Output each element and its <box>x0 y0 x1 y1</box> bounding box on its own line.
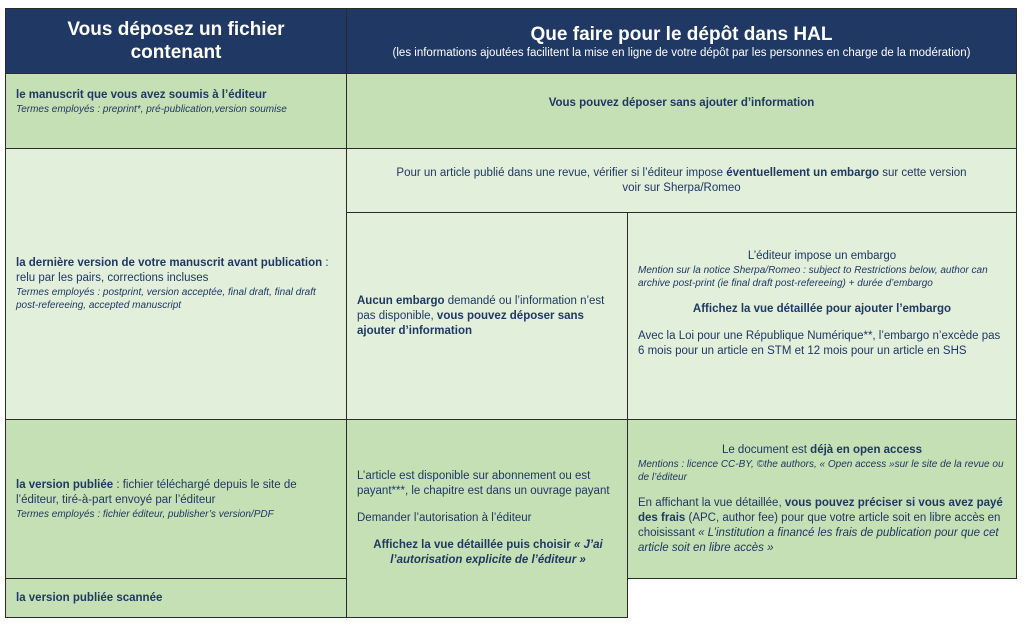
row-published-paywall <box>346 419 628 618</box>
embargo-title: L’éditeur impose un embargo <box>747 250 897 262</box>
submitted-terms: Termes employés : preprint*, pré-publication,version soumise <box>16 104 287 115</box>
spacer <box>638 317 1006 329</box>
row-submitted-action <box>346 73 1017 149</box>
submitted-title: le manuscrit que vous avez soumis à l’éditeur <box>16 89 267 101</box>
row-published-open-access <box>627 419 1017 579</box>
published-title-rest: : fichier téléchargé depuis le site de l’éditeur, tiré-à-part envoyé par l’éditeur <box>16 478 297 506</box>
spacer <box>357 499 619 511</box>
header-right <box>346 8 1017 74</box>
paywall-action-bold: Affichez la vue détaillée puis choisir <box>373 539 574 551</box>
sherpa-romeo-link: voir sur Sherpa/Romeo <box>622 181 741 194</box>
oa-text: Le document est <box>721 443 811 456</box>
no-embargo-text <box>357 294 619 339</box>
submitted-action: Vous pouvez déposer sans ajouter d’information <box>548 97 815 109</box>
scanned-title: la version publiée scannée <box>16 591 163 604</box>
published-terms: Termes employés : fichier éditeur, publisher’s version/PDF <box>16 508 274 520</box>
header-right-subtitle: (les informations ajoutées facilitent la mise en ligne de votre dépôt par les personnes en charge de la modération) <box>392 46 971 59</box>
header-left <box>5 8 347 74</box>
spacer <box>638 484 1006 496</box>
row-accepted-no-embargo <box>346 212 628 420</box>
embargo-action: Affichez la vue détaillée pour ajouter l’embargo <box>692 303 952 315</box>
no-embargo-bold-2: vous pouvez déposer sans ajouter d’information <box>357 309 584 337</box>
paywall-text: L’article est disponible sur abonnement ou est payant***, le chapitre est dans un ouvrage payant <box>357 470 610 497</box>
row-published-label <box>5 419 347 579</box>
oa-detail-quote: « L’institution a financé les frais de publication pour que cet article soit en libre accès » <box>638 526 999 554</box>
embargo-law: Avec la Loi pour une République Numérique**, l’embargo n’excède pas 6 mois pour un article en STM et 12 mois pour un article en SHS <box>638 330 1001 357</box>
accepted-title-bold: la dernière version de votre manuscrit avant publication <box>16 257 323 269</box>
oa-detail <box>638 496 1006 556</box>
row-accepted-embargo <box>627 212 1017 420</box>
check-text-part1: Pour un article publié dans une revue, vérifier si l’éditeur impose <box>396 166 727 179</box>
row-accepted-check <box>346 148 1017 213</box>
paywall-action-quote: « J’ai l’autorisation explicite de l’éditeur » <box>390 539 603 566</box>
oa-detail-part2: (APC, author fee) pour que votre article soit en libre accès en choisissant <box>638 511 1001 539</box>
row-submitted-label <box>5 73 347 149</box>
accepted-title-rest: : relu par les pairs, corrections incluses <box>16 257 329 284</box>
oa-detail-bold: vous pouvez préciser si vous avez payé des frais <box>638 496 1003 524</box>
accepted-check-text <box>377 166 986 181</box>
paywall-request: Demander l’autorisation à l’éditeur <box>357 512 532 524</box>
oa-title <box>638 443 1006 458</box>
oa-detail-part1: En affichant la vue détaillée, <box>638 496 785 509</box>
paywall-action <box>357 538 619 568</box>
spacer <box>357 526 619 538</box>
row-accepted-label <box>5 148 347 420</box>
header-right-title: Que faire pour le dépôt dans HAL <box>530 23 833 45</box>
accepted-title <box>16 256 338 286</box>
row-scanned-label <box>5 578 347 618</box>
published-title <box>16 478 338 508</box>
header-left-title: Vous déposez un fichier contenant <box>67 19 285 63</box>
published-title-bold: la version publiée <box>16 478 114 491</box>
no-embargo-bold-1: Aucun embargo <box>357 294 445 307</box>
check-text-bold: éventuellement un embargo <box>726 166 879 179</box>
oa-bold: déjà en open access <box>810 443 923 456</box>
embargo-mention: Mention sur la notice Sherpa/Romeo : subject to Restrictions below, author can archive post-print (ie final draft post-refereeing) + durée d’embargo <box>638 265 988 289</box>
no-embargo-plain: demandé ou l’information n’est pas disponible, <box>357 294 605 322</box>
spacer <box>638 290 1006 302</box>
oa-mentions: Mentions : licence CC-BY, ©the authors, « Open access »sur le site de la revue ou de l’éditeur <box>638 458 1004 483</box>
check-text-part2: sur cette version <box>879 166 967 179</box>
accepted-terms: Termes employés : postprint, version acceptée, final draft, final draft post-refereeing, accepted manuscript <box>16 287 316 311</box>
